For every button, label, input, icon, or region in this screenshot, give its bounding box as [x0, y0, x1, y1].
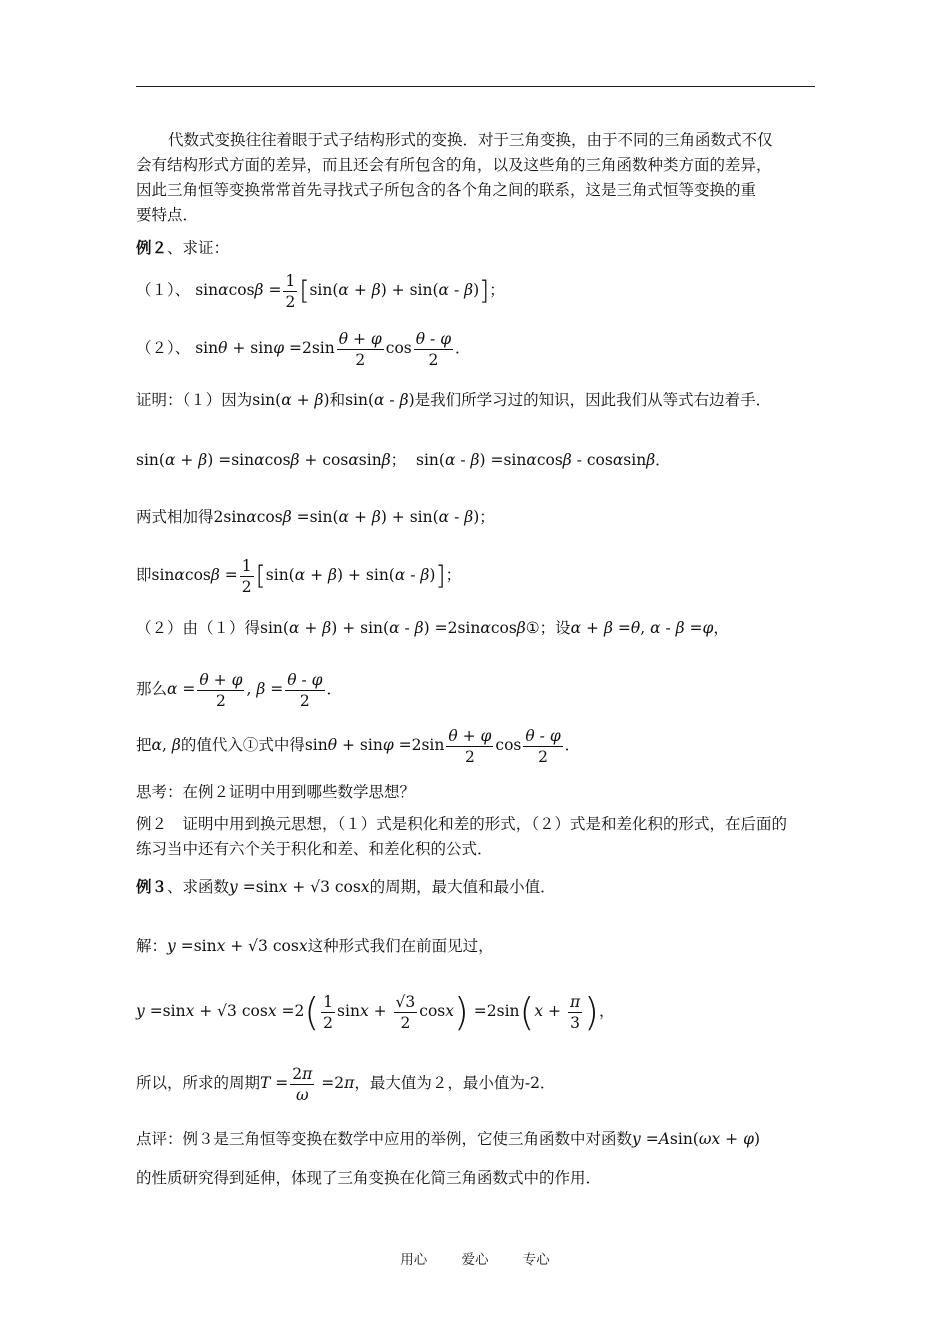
- example3-text-a: 、求函数: [167, 878, 230, 896]
- formula-substitution: α + β =θ, α - β =φ: [570, 619, 714, 637]
- example3-heading: [136, 872, 816, 902]
- formula-expansions: sin(α + β) =sinαcosβ + cosαsinβ； sin(α - β) =sinαcosβ - cosαsinβ．: [136, 451, 671, 469]
- comment-text-a: 点评：例３是三角恒等变换在数学中应用的举例，它使三角函数中对函数: [136, 1130, 633, 1148]
- formula-function-2: y =sinx + √3 cosx: [167, 937, 308, 955]
- page-footer: [0, 1248, 950, 1268]
- item2-label: （２）、: [136, 339, 191, 357]
- example2-title: 例２: [136, 238, 168, 257]
- formula-derivation: y =sinx + √3 cosx =2( $\frac{1}{2}$ sinx + $\frac{√3}{2}$ cosx) =2sin(x + $\frac{\pi}{3}$ )，: [136, 990, 615, 1034]
- sub-text-b: 的值代入①式中得: [180, 736, 305, 754]
- answer-line-2: 练习当中还有六个关于积化和差、和差化积的公式．: [136, 840, 493, 858]
- expansion-line: [136, 446, 816, 474]
- example3-text-b: 的周期，最大值和最小值．: [369, 878, 556, 896]
- formula-period: T = $\frac{2\pi}{\omega}$ =2π: [260, 1064, 355, 1104]
- solution-text-b: 这种形式我们在前面见过，: [307, 937, 494, 955]
- header-rule: [136, 86, 815, 87]
- example2-title-rest: 、求证：: [167, 239, 230, 257]
- formula-sub-result: sinθ + sinφ =2sin $\frac{\theta + \varphi}{2}$ cos $\frac{\theta - \varphi}{2}$ ．: [304, 726, 581, 766]
- comment-line-1: [136, 1124, 816, 1154]
- name-line: [136, 666, 816, 712]
- footer-text-a: 用心: [400, 1252, 428, 1268]
- formula-1: sinαcosβ = $\frac{1}{2}$ [sin(α + β) + sin(α - β)]；: [195, 271, 505, 311]
- formula-alpha-beta: α = $\frac{\theta + \varphi}{2}$ , β = $\frac{\theta - \varphi}{2}$ ．: [167, 670, 343, 710]
- formula-ji: sinαcosβ = $\frac{1}{2}$ [sin(α + β) + sin(α - β)]；: [151, 556, 462, 596]
- formula-sin-diff: sin(α - β): [345, 391, 415, 409]
- part2-line: [136, 612, 816, 644]
- example2-heading: [136, 236, 816, 260]
- ji-text: 即: [136, 566, 152, 584]
- item1-label: （１）、: [136, 281, 191, 299]
- solution-text-a: 解：: [136, 937, 168, 955]
- part2-text-b: ①；设: [525, 619, 571, 637]
- period-text-a: 所以，所求的周期: [136, 1074, 261, 1092]
- proof-intro-text-a: 证明：（１）因为: [136, 391, 253, 409]
- solution-intro: [136, 930, 816, 962]
- think-line: 思考：在例２证明中用到哪些数学思想？: [136, 783, 416, 801]
- name-text: 那么: [136, 680, 168, 698]
- part2-text-c: ，: [713, 619, 729, 637]
- proof-intro: [136, 384, 816, 416]
- add-line: [136, 503, 816, 531]
- formula-function: y =sinx + √3 cosx: [229, 878, 370, 896]
- para-line-4: 要特点．: [136, 206, 199, 224]
- formula-general: y =Asin(ωx + φ): [632, 1130, 761, 1148]
- sub-line: [136, 722, 816, 768]
- example2-item2: [136, 326, 816, 370]
- answer-line-1: 例２ 证明中用到换元思想，（１）式是积化和差的形式，（２）式是和差化积的形式，在后面的: [136, 815, 788, 833]
- formula-add: 2sinαcosβ =sin(α + β) + sin(α - β)；: [213, 508, 495, 526]
- para-line-1: 代数式变换往往着眼于式子结构形式的变换．对于三角变换，由于不同的三角函数式不仅: [168, 131, 773, 149]
- formula-alpha-beta-vars: α, β: [151, 736, 181, 754]
- ji-line: [136, 554, 816, 596]
- formula-min: -2．: [524, 1074, 556, 1092]
- sub-text-a: 把: [136, 736, 152, 754]
- period-text-b: ，最大值为２，最小值为: [354, 1074, 525, 1092]
- period-line: [136, 1060, 816, 1106]
- solution-derivation: [136, 986, 816, 1036]
- formula-2: sinθ + sinφ =2sin $\frac{\theta + \varphi}{2}$ cos $\frac{\theta - \varphi}{2}$ ．: [195, 329, 471, 369]
- footer-text-c: 专心: [522, 1252, 550, 1268]
- formula-part2: sin(α + β) + sin(α - β) =2sinαcosβ: [260, 619, 526, 637]
- para-line-3: 因此三角恒等变换常常首先寻找式子所包含的各个角之间的联系，这是三角式恒等变换的重: [136, 181, 757, 199]
- para-line-2: 会有结构形式方面的差异，而且还会有所包含的角，以及这些角的三角函数种类方面的差异，: [136, 156, 772, 174]
- footer-text-b: 爱心: [461, 1252, 489, 1268]
- part2-text-a: （２）由（１）得: [136, 619, 261, 637]
- example2-item1: [136, 270, 816, 310]
- example3-title: 例３: [136, 877, 168, 896]
- comment-line-2: 的性质研究得到延伸，体现了三角变换在化简三角函数式中的作用．: [136, 1169, 602, 1187]
- proof-intro-text-b: 和: [329, 391, 346, 409]
- add-text: 两式相加得: [136, 508, 214, 526]
- proof-intro-text-c: 是我们所学习过的知识，因此我们从等式右边着手．: [414, 391, 772, 409]
- formula-sin-sum: sin(α + β): [252, 391, 330, 409]
